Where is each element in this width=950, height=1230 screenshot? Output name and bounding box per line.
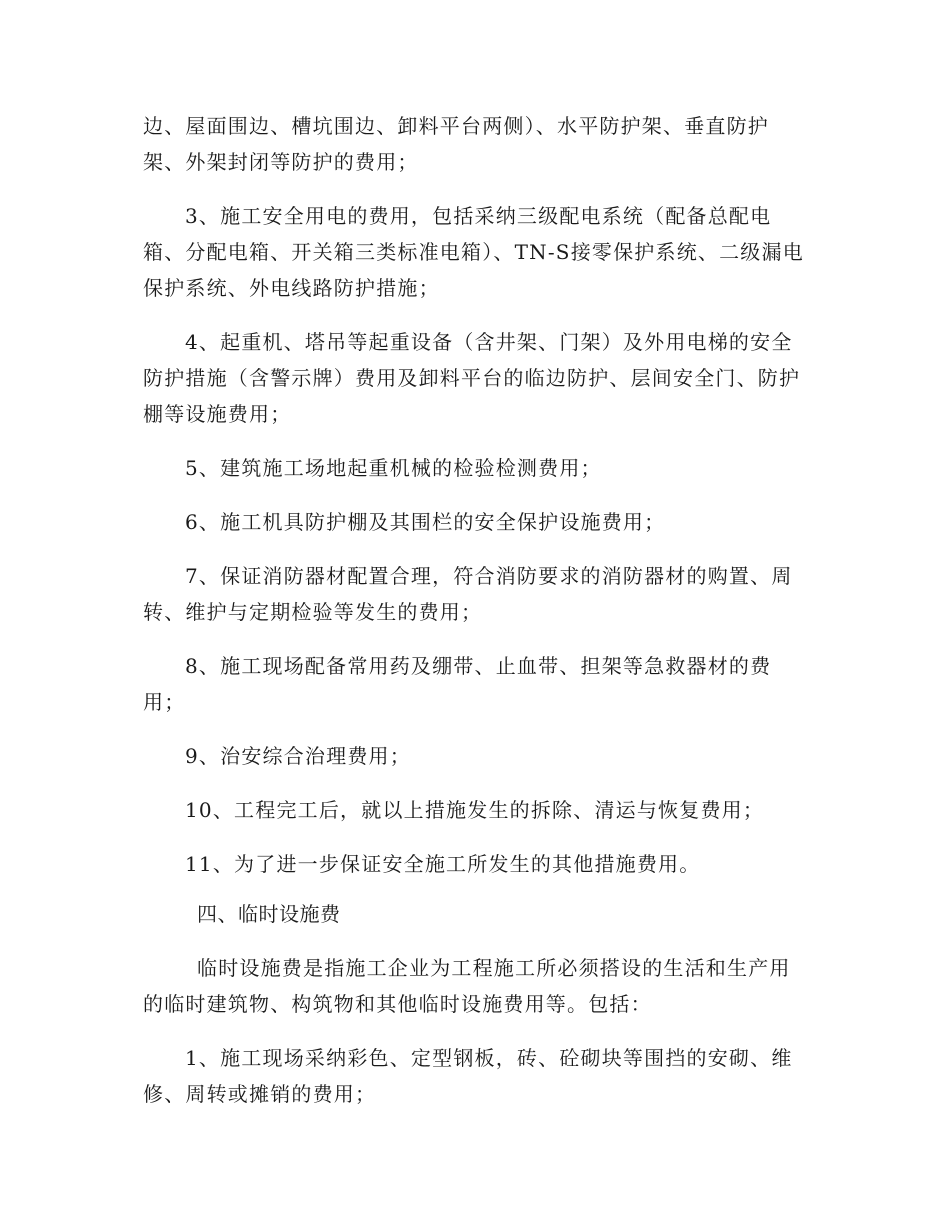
paragraph-text: 11、为了进一步保证安全施工所发生的其他措施费用。 [185, 852, 701, 876]
paragraph-item-7 [143, 558, 811, 630]
paragraph-text: 9、治安综合治理费用； [185, 744, 411, 768]
paragraph-item-11 [143, 846, 811, 882]
paragraph-temporary-facilities-intro [143, 950, 811, 1022]
paragraph-text: 临时设施费是指施工企业为工程施工所必须搭设的生活和生产用的临时建筑物、构筑物和其他临时设施费用等。包括： [143, 956, 791, 1016]
paragraph-text: 1、施工现场采纳彩色、定型钢板，砖、砼砌块等围挡的安砌、维修、周转或摊销的费用； [143, 1046, 793, 1106]
paragraph-text: 边、屋面围边、槽坑围边、卸料平台两侧）、水平防护架、垂直防护架、外架封闭等防护的费用； [143, 114, 769, 174]
paragraph-text: 8、施工现场配备常用药及绷带、止血带、担架等急救器材的费用； [143, 654, 772, 714]
paragraph-text: 10、工程完工后，就以上措施发生的拆除、清运与恢复费用； [185, 798, 765, 822]
paragraph-item-10 [143, 792, 811, 828]
paragraph-text: 5、建筑施工场地起重机械的检验检测费用； [185, 456, 602, 480]
section-heading: 四、临时设施费 [197, 902, 341, 926]
paragraph-item-5 [143, 450, 811, 486]
paragraph-item-9 [143, 738, 811, 774]
section-heading-temporary-facilities [143, 896, 811, 932]
paragraph-protection-cont [143, 108, 811, 180]
paragraph-text: 4、起重机、塔吊等起重设备（含井架、门架）及外用电梯的安全防护措施（含警示牌）费用及卸料平台的临边防护、层间安全门、防护棚等设施费用； [143, 330, 801, 426]
paragraph-item-3 [143, 198, 811, 306]
paragraph-item-4 [143, 324, 811, 432]
paragraph-item-8 [143, 648, 811, 720]
paragraph-text: 7、保证消防器材配置合理，符合消防要求的消防器材的购置、周转、维护与定期检验等发生的费用； [143, 564, 793, 624]
paragraph-item-6 [143, 504, 811, 540]
paragraph-temp-item-1 [143, 1040, 811, 1112]
paragraph-text: 3、施工安全用电的费用，包括采纳三级配电系统（配备总配电箱、分配电箱、开关箱三类标准电箱）、TN-S接零保护系统、二级漏电保护系统、外电线路防护措施； [143, 204, 804, 300]
paragraph-text: 6、施工机具防护棚及其围栏的安全保护设施费用； [185, 510, 666, 534]
